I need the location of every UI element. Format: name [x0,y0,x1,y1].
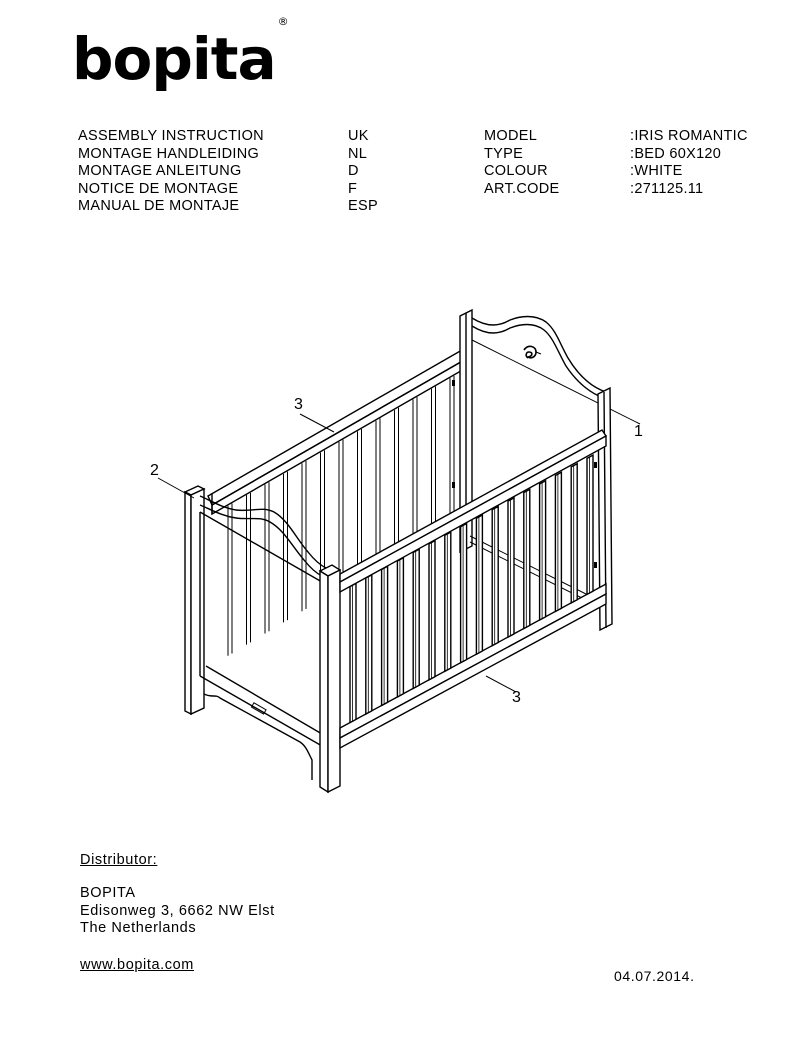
front-slat [476,515,482,654]
spec-label-model: MODEL [484,128,538,144]
title-esp: MANUAL DE MONTAJE [78,198,240,215]
front-slat [540,481,546,620]
callout-part-1: 1 [634,423,643,440]
front-slat [508,498,514,637]
front-slat [397,558,403,697]
spec-value-type: :BED 60X120 [630,145,722,162]
front-slat [366,575,372,714]
distributor-address: Edisonweg 3, 6662 NW Elst [80,903,275,919]
title-uk: ASSEMBLY INSTRUCTION [78,128,264,144]
document-date: 04.07.2014. [614,968,695,984]
front-slat [382,566,388,705]
spec-value-artcode: :271125.11 [630,180,704,197]
front-slat [492,506,498,645]
lang-uk: UK [348,128,369,144]
distributor-website-link[interactable]: www.bopita.com [80,957,194,973]
front-slat [429,541,435,680]
spec-label-colour: COLOUR [484,163,548,180]
title-f: NOTICE DE MONTAGE [78,180,239,197]
registered-mark: ® [277,14,288,28]
distributor-country: The Netherlands [80,920,197,936]
footboard-panel [185,486,326,780]
brand-name: bopita [72,25,276,93]
front-slat [350,583,356,722]
front-slat [571,464,577,603]
callout-part-3-bottom: 3 [512,689,521,706]
spec-value-model: :IRIS ROMANTIC [630,128,748,144]
lang-esp: ESP [348,198,378,215]
spec-value-colour: :WHITE [630,163,683,180]
mattress-base [470,536,598,606]
title-d: MONTAGE ANLEITUNG [78,163,242,180]
spec-label-artcode: ART.CODE [484,180,560,197]
front-slat [587,455,593,594]
front-slat [413,549,419,688]
front-slat [461,524,467,663]
distributor-name: BOPITA [80,885,136,901]
callout-part-3-top: 3 [294,396,303,413]
callout-part-2: 2 [150,462,159,479]
lang-nl: NL [348,145,368,162]
lang-d: D [348,163,359,180]
front-slat [555,472,561,611]
front-slat [524,489,530,628]
spec-label-type: TYPE [484,145,524,162]
title-nl: MONTAGE HANDLEIDING [78,145,260,162]
back-slats [228,376,454,656]
lang-f: F [348,180,358,197]
front-slat [445,532,451,671]
distributor-heading: Distributor: [80,852,158,868]
